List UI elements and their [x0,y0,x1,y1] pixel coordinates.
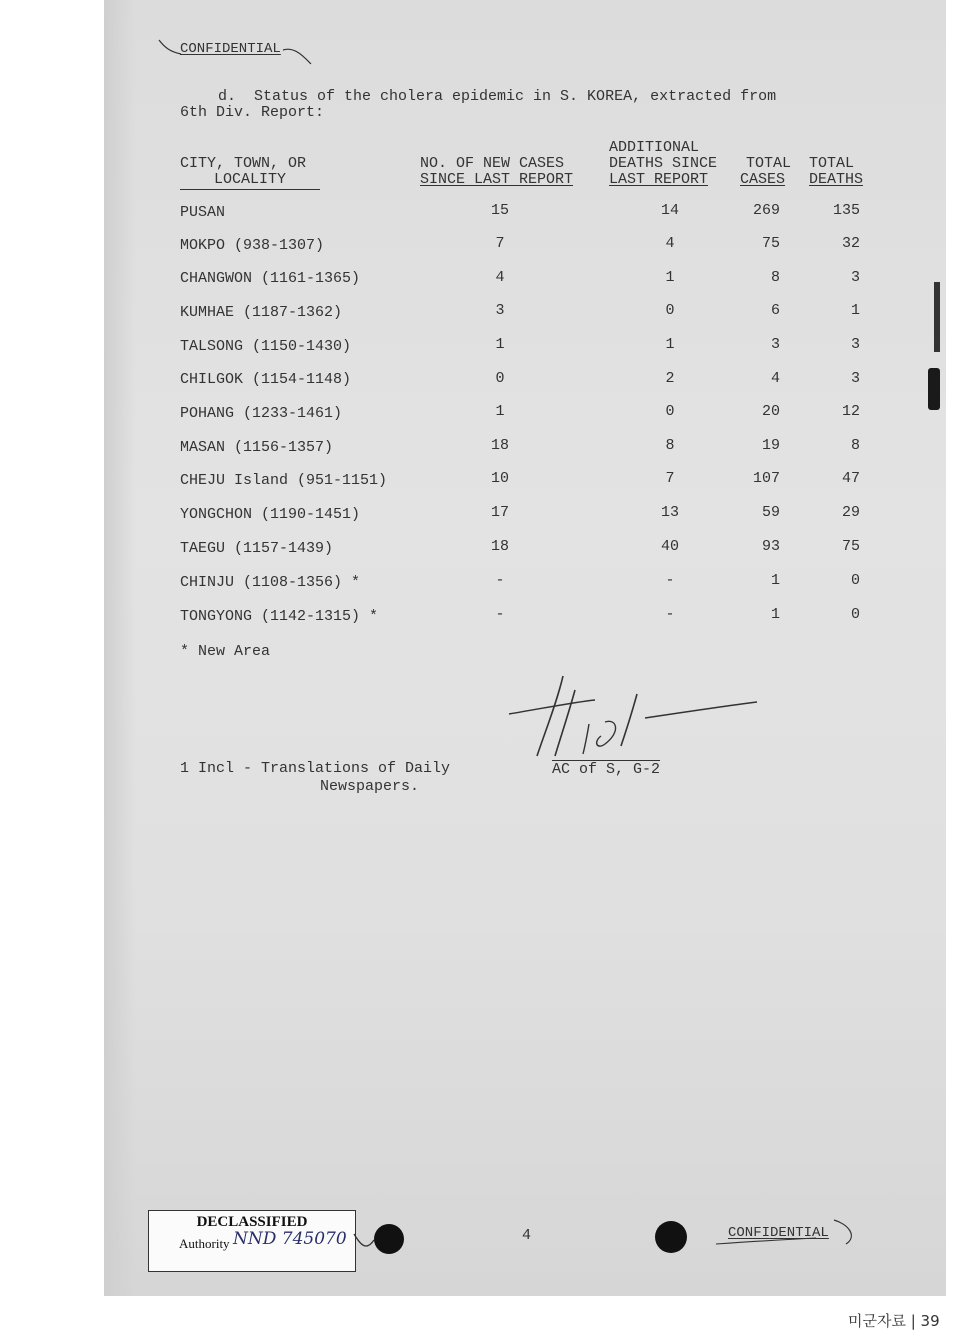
cell-city: POHANG (1233-1461) [180,405,343,422]
cell-total-cases: 107 [752,470,780,487]
col-deaths-line-1: TOTAL [809,155,855,172]
cell-new-cases: - [495,572,505,589]
col-add-line-1: ADDITIONAL [609,139,700,156]
cell-total-cases: 269 [752,202,780,219]
cell-total-deaths: 0 [850,572,860,589]
col-new-line-1: NO. OF NEW CASES [420,155,565,172]
cell-total-deaths: 12 [841,403,860,420]
col-add-line-2: DEATHS SINCE [609,155,718,172]
cell-additional-deaths: 1 [665,336,675,353]
cell-total-cases: 8 [770,269,780,286]
footer-stamp: CONFIDENTIAL [728,1225,829,1241]
scan-edge-mark [928,368,940,410]
cell-city: PUSAN [180,204,226,221]
punch-hole-left [374,1224,404,1254]
cell-new-cases: 18 [490,437,509,454]
cell-additional-deaths: 1 [665,269,675,286]
col-city-line-1: CITY, TOWN, OR [180,155,307,172]
cell-additional-deaths: 13 [660,504,679,521]
cell-total-deaths: 47 [841,470,860,487]
page-number: 4 [522,1227,532,1244]
signature-title: AC of S, G-2 [552,761,661,778]
cell-total-cases: 93 [761,538,780,555]
cell-new-cases: 17 [490,504,509,521]
cell-total-deaths: 3 [850,269,860,286]
cell-total-deaths: 8 [850,437,860,454]
book-footer [836,1300,976,1336]
cell-total-deaths: 75 [841,538,860,555]
declassified-title: DECLASSIFIED [196,1214,308,1230]
handwritten-signature [505,672,765,762]
cell-city: TAEGU (1157-1439) [180,540,334,557]
cell-total-cases: 1 [770,572,780,589]
cell-city: MASAN (1156-1357) [180,439,334,456]
cell-total-cases: 3 [770,336,780,353]
cell-city: TONGYONG (1142-1315) * [180,608,379,625]
cell-new-cases: 3 [495,302,505,319]
cell-city: CHANGWON (1161-1365) [180,270,361,287]
cell-new-cases: 10 [490,470,509,487]
cell-new-cases: 0 [495,370,505,387]
col-total-line-2: CASES [740,171,786,188]
cell-new-cases: 1 [495,403,505,420]
cell-total-cases: 19 [761,437,780,454]
cell-additional-deaths: - [665,606,675,623]
scan-edge-shadow [934,282,940,352]
cell-additional-deaths: 40 [660,538,679,555]
declassified-authority-value: NND 745070 [233,1229,347,1249]
header-stamp-mark [155,36,315,66]
cell-additional-deaths: 0 [665,403,675,420]
intro-line-2: 6th Div. Report: [180,104,325,121]
cell-total-deaths: 135 [832,202,860,219]
cell-total-deaths: 0 [850,606,860,623]
cell-total-deaths: 1 [850,302,860,319]
cell-additional-deaths: 0 [665,302,675,319]
declassified-stamp [148,1210,356,1272]
col-deaths-line-2: DEATHS [809,171,864,188]
cell-city: MOKPO (938-1307) [180,237,325,254]
cell-new-cases: 18 [490,538,509,555]
cell-new-cases: - [495,606,505,623]
intro-line-1: d. Status of the cholera epidemic in S. KOREA, extracted from [218,88,777,105]
cell-city: YONGCHON (1190-1451) [180,506,361,523]
col-add-line-3: LAST REPORT [609,171,709,188]
col-total-line-1: TOTAL [746,155,792,172]
cell-total-cases: 4 [770,370,780,387]
cell-total-cases: 59 [761,504,780,521]
cell-total-deaths: 32 [841,235,860,252]
cell-city: CHEJU Island (951-1151) [180,472,388,489]
punch-hole-right [655,1221,687,1253]
cell-total-cases: 75 [761,235,780,252]
cell-total-cases: 6 [770,302,780,319]
book-footer-text: 미군자료 | 39 [848,1312,940,1330]
cell-additional-deaths: 8 [665,437,675,454]
footer-stamp-mark [716,1214,866,1250]
cell-additional-deaths: 7 [665,470,675,487]
cell-new-cases: 4 [495,269,505,286]
header-stamp: CONFIDENTIAL [180,41,281,57]
cell-city: CHINJU (1108-1356) * [180,574,361,591]
col-new-line-2: SINCE LAST REPORT [420,171,574,188]
cell-additional-deaths: 14 [660,202,679,219]
footnote: * New Area [180,643,271,660]
cell-total-deaths: 3 [850,370,860,387]
cell-city: CHILGOK (1154-1148) [180,371,352,388]
declassified-authority-label: Authority [179,1236,230,1251]
cell-additional-deaths: - [665,572,675,589]
cell-total-cases: 20 [761,403,780,420]
cell-city: KUMHAE (1187-1362) [180,304,343,321]
cell-additional-deaths: 2 [665,370,675,387]
col-city-line-2: LOCALITY [180,171,320,190]
cell-total-cases: 1 [770,606,780,623]
cell-new-cases: 1 [495,336,505,353]
cell-total-deaths: 3 [850,336,860,353]
cell-additional-deaths: 4 [665,235,675,252]
enclosure-line-2: Newspapers. [320,778,420,795]
cell-new-cases: 7 [495,235,505,252]
cell-city: TALSONG (1150-1430) [180,338,352,355]
enclosure-line-1: 1 Incl - Translations of Daily [180,760,451,777]
cell-new-cases: 15 [490,202,509,219]
cell-total-deaths: 29 [841,504,860,521]
